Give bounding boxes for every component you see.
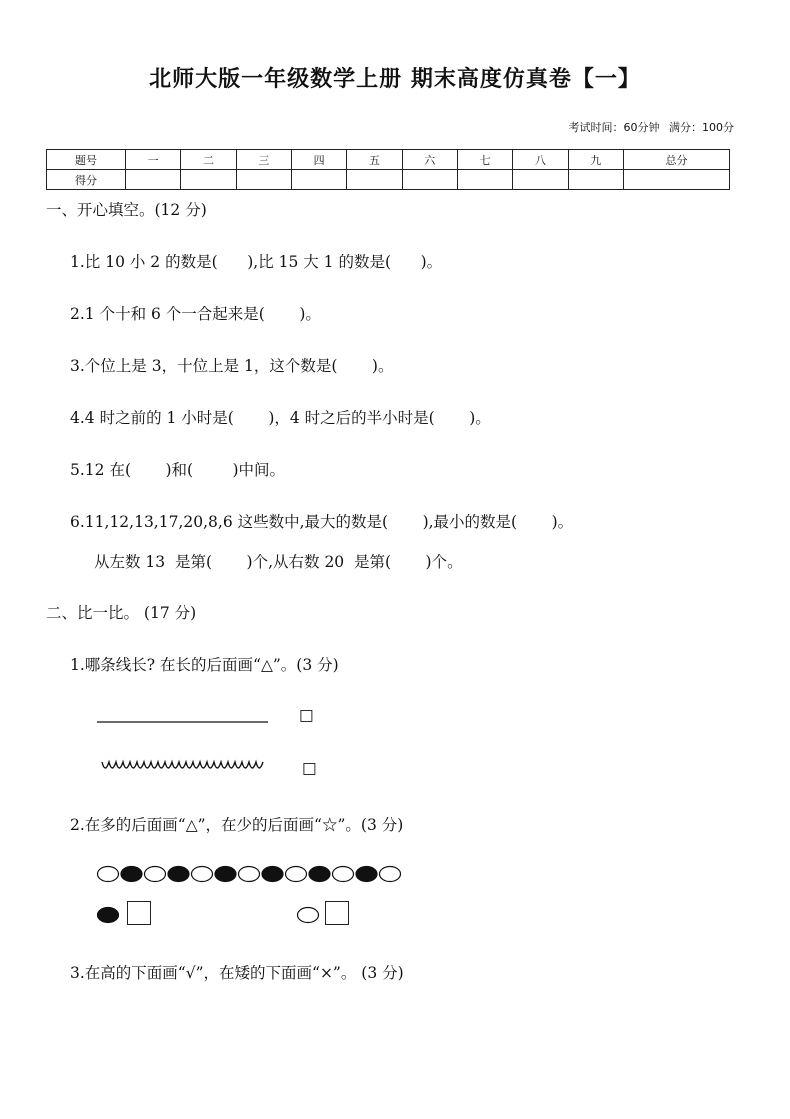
score-row-label: 得分 (47, 170, 126, 190)
score-cell[interactable] (568, 170, 623, 190)
question-1-3: 3.个位上是 3，十位上是 1，这个数是( )。 (70, 357, 394, 375)
question-1-5: 5.12 在( )和( )中间。 (70, 461, 286, 479)
answer-box-white-oval[interactable] (325, 901, 349, 925)
header-cell: 九 (568, 150, 623, 170)
oval-row-figure (96, 864, 408, 884)
score-cell[interactable] (181, 170, 236, 190)
score-cell[interactable] (513, 170, 568, 190)
white-oval-icon (333, 867, 354, 882)
header-cell: 题号 (47, 150, 126, 170)
exam-time: 考试时间：60分钟 (568, 121, 660, 134)
page-title: 北师大版一年级数学上册 期末高度仿真卷【一】 (149, 67, 641, 92)
black-oval-icon (262, 867, 283, 882)
header-cell: 总分 (623, 150, 729, 170)
score-cell[interactable] (402, 170, 457, 190)
question-1-6: 6.11,12,13,17,20,8,6 这些数中,最大的数是( ),最小的数是( )。 (70, 513, 574, 531)
score-table (46, 149, 730, 190)
header-cell: 八 (513, 150, 568, 170)
header-cell: 三 (236, 150, 291, 170)
header-cell: 六 (402, 150, 457, 170)
white-oval-icon (286, 867, 307, 882)
white-oval-icon (296, 906, 322, 924)
question-2-3: 3.在高的下面画“√”，在矮的下面画“×”。 (3 分) (70, 964, 404, 982)
header-cell: 二 (181, 150, 236, 170)
white-oval-icon (192, 867, 213, 882)
score-cell[interactable] (347, 170, 402, 190)
score-cell[interactable] (236, 170, 291, 190)
question-2-1: 1.哪条线长? 在长的后面画“△”。(3 分) (70, 656, 339, 674)
white-oval-icon (239, 867, 260, 882)
question-1-4: 4.4 时之前的 1 小时是( )，4 时之后的半小时是( )。 (70, 409, 491, 427)
black-oval-icon (309, 867, 330, 882)
white-oval-icon (145, 867, 166, 882)
black-oval-icon (121, 867, 142, 882)
black-oval-icon (215, 867, 236, 882)
wavy-line-figure (100, 758, 268, 776)
score-cell[interactable] (623, 170, 729, 190)
score-table-header-row (47, 150, 730, 170)
score-cell[interactable] (126, 170, 181, 190)
question-1-6-continued: 从左数 13 是第( )个,从右数 20 是第( )个。 (94, 553, 463, 571)
header-cell: 四 (291, 150, 346, 170)
white-oval-icon (380, 867, 401, 882)
answer-box-black-oval[interactable] (127, 901, 151, 925)
answer-box-wavy-line[interactable]: □ (302, 759, 317, 777)
straight-line-figure (96, 716, 272, 724)
white-oval-icon (98, 867, 119, 882)
header-cell: 七 (457, 150, 512, 170)
exam-info (569, 119, 735, 135)
section2-heading: 二、比一比。 (17 分) (46, 604, 197, 622)
black-oval-icon (96, 906, 122, 924)
exam-score: 满分：100分 (669, 121, 734, 134)
question-1-1: 1.比 10 小 2 的数是( ),比 15 大 1 的数是( )。 (70, 253, 443, 271)
score-table-score-row (47, 170, 730, 190)
score-cell[interactable] (457, 170, 512, 190)
header-cell: 一 (126, 150, 181, 170)
answer-box-straight-line[interactable]: □ (299, 706, 314, 724)
score-cell[interactable] (291, 170, 346, 190)
question-1-2: 2.1 个十和 6 个一合起来是( )。 (70, 305, 321, 323)
section1-heading: 一、开心填空。(12 分) (46, 201, 207, 219)
black-oval-icon (356, 867, 377, 882)
question-2-2: 2.在多的后面画“△”，在少的后面画“☆”。(3 分) (70, 816, 404, 834)
black-oval-icon (168, 867, 189, 882)
header-cell: 五 (347, 150, 402, 170)
